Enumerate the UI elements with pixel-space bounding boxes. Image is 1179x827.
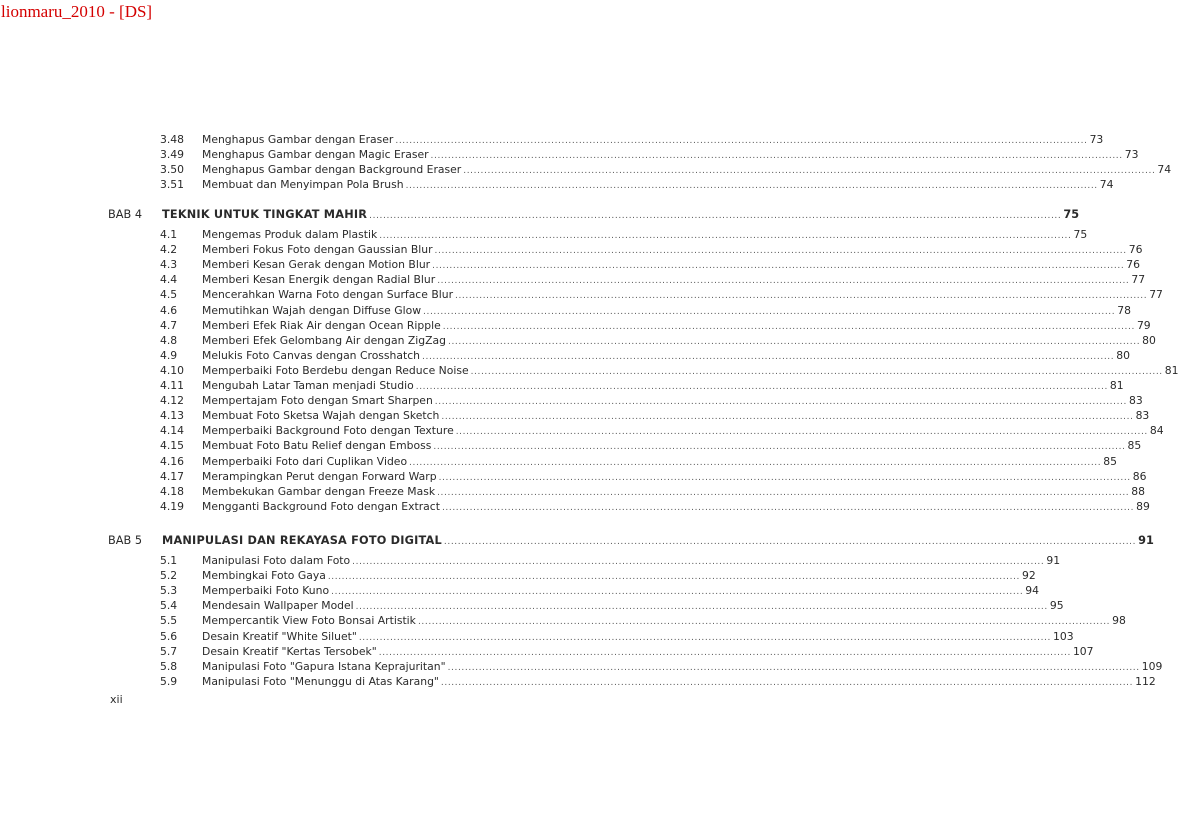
section-number: 3.49 [160, 148, 185, 162]
section-title: Membuat dan Menyimpan Pola Brush [202, 178, 404, 192]
section-title: Mempercantik View Foto Bonsai Artistik [202, 614, 416, 628]
dot-leader: ........................................................................................................................................................................................................ [433, 442, 1126, 453]
page-ref: 98 [1112, 614, 1126, 628]
entry-line [202, 303, 1131, 319]
section-title: Manipulasi Foto "Gapura Istana Keprajuritan" [202, 659, 446, 673]
section-title: Memberi Kesan Gerak dengan Motion Blur [202, 258, 431, 272]
page-ref: 79 [1136, 318, 1151, 332]
section-number: 3.50 [160, 163, 185, 177]
entry-line [202, 133, 1104, 148]
chapter-label: BAB 5 [108, 534, 143, 547]
page-ref: 107 [1072, 644, 1094, 658]
section-title: Memberi Kesan Energik dengan Radial Blur [202, 273, 436, 287]
section-number: 3.51 [160, 178, 185, 192]
entry-line [162, 208, 1080, 223]
watermark-text: lionmaru_2010 - [DS] [1, 2, 153, 21]
dot-leader: ........................................................................................................................................................................................................ [455, 291, 1148, 302]
section-number: 4.11 [160, 379, 185, 392]
page-ref: 88 [1131, 484, 1145, 498]
section-number: 5.3 [160, 584, 178, 598]
dot-leader: ........................................................................................................................................................................................................ [355, 602, 1048, 613]
section-title: Mengubah Latar Taman menjadi Studio [202, 379, 414, 392]
entry-line [202, 273, 1146, 288]
page-ref: 73 [1089, 133, 1104, 146]
entry-line [202, 659, 1163, 675]
page-ref: 94 [1025, 584, 1040, 598]
entry-line [202, 469, 1147, 485]
section-title: Membekukan Gambar dengan Freeze Mask [202, 484, 436, 498]
section-number: 4.15 [160, 439, 185, 453]
section-number: 4.3 [160, 258, 178, 272]
section-number: 4.14 [160, 424, 185, 438]
dot-leader: ........................................................................................................................................................................................................ [434, 397, 1127, 408]
section-title: Mengganti Background Foto dengan Extract [202, 499, 440, 513]
section-title: Memberi Efek Gelombang Air dengan ZigZag [202, 333, 446, 347]
entry-line [202, 409, 1150, 424]
section-title: Memperbaiki Foto Kuno [202, 584, 330, 598]
section-number: 5.1 [160, 554, 178, 567]
entry-line [202, 484, 1145, 500]
page-ref: 86 [1132, 469, 1147, 483]
section-title: Menghapus Gambar dengan Eraser [202, 133, 394, 146]
page-ref: 80 [1116, 348, 1130, 362]
chapter-title: MANIPULASI DAN REKAYASA FOTO DIGITAL [162, 534, 442, 547]
section-title: Membuat Foto Batu Relief dengan Emboss [202, 439, 432, 453]
page-ref: 83 [1135, 409, 1150, 423]
section-number: 4.16 [160, 454, 185, 468]
dot-leader: ........................................................................................................................................................................................................ [442, 321, 1135, 332]
dot-leader: ........................................................................................................................................................................................................ [352, 557, 1045, 567]
entry-line [202, 243, 1143, 258]
page-ref: 73 [1124, 148, 1139, 162]
dot-leader: ........................................................................................................................................................................................................ [423, 306, 1116, 317]
section-number: 5.5 [160, 614, 178, 628]
section-title: Memberi Fokus Foto dengan Gaussian Blur [202, 243, 433, 257]
page-ref: 78 [1117, 303, 1131, 317]
section-title: Desain Kreatif "White Siluet" [202, 629, 357, 643]
dot-leader: ........................................................................................................................................................................................................ [415, 382, 1108, 392]
section-title: Menghapus Gambar dengan Background Eraser [202, 163, 462, 177]
section-title: Manipulasi Foto "Menunggu di Atas Karang" [202, 674, 439, 688]
section-title: Mencerahkan Warna Foto dengan Surface Blur [202, 288, 454, 302]
page-ref: 76 [1128, 243, 1143, 257]
entry-line [202, 644, 1094, 660]
page-ref: 95 [1049, 599, 1064, 613]
dot-leader: ........................................................................................................................................................................................................ [331, 587, 1024, 598]
dot-leader: ........................................................................................................................................................................................................ [443, 537, 1137, 547]
section-number: 3.48 [160, 133, 185, 146]
page-ref: 103 [1052, 629, 1074, 643]
page-ref: 80 [1142, 333, 1156, 347]
section-number: 4.17 [160, 469, 185, 483]
entry-line [202, 288, 1163, 303]
section-title: Membuat Foto Sketsa Wajah dengan Sketch [202, 409, 440, 423]
section-title: Membingkai Foto Gaya [202, 569, 326, 583]
page-ref: 91 [1046, 554, 1061, 567]
dot-leader: ........................................................................................................................................................................................................ [438, 472, 1131, 483]
entry-line [202, 394, 1143, 409]
entry-line [202, 228, 1088, 243]
dot-leader: ........................................................................................................................................................................................................ [437, 276, 1130, 287]
entry-line [202, 599, 1064, 614]
page-ref: 89 [1136, 499, 1150, 513]
section-number: 4.18 [160, 484, 185, 498]
section-number: 5.6 [160, 629, 178, 643]
dot-leader: ........................................................................................................................................................................................................ [432, 261, 1125, 272]
dot-leader: ........................................................................................................................................................................................................ [447, 662, 1140, 673]
dot-leader: ........................................................................................................................................................................................................ [379, 231, 1072, 241]
dot-leader: ........................................................................................................................................................................................................ [327, 572, 1020, 583]
section-title: Memutihkan Wajah dengan Diffuse Glow [202, 303, 422, 317]
entry-line [202, 148, 1139, 163]
page-ref: 109 [1141, 659, 1163, 673]
entry-line [202, 614, 1126, 629]
dot-leader: ........................................................................................................................................................................................................ [437, 487, 1130, 498]
section-number: 4.5 [160, 288, 178, 302]
section-number: 4.1 [160, 228, 178, 241]
page-ref: 76 [1126, 258, 1141, 272]
entry-line [202, 379, 1124, 394]
page-number: xii [110, 693, 123, 706]
page-ref: 91 [1138, 534, 1154, 547]
entry-line [202, 348, 1130, 364]
page-ref: 74 [1157, 163, 1172, 177]
section-title: Memberi Efek Riak Air dengan Ocean Ripple [202, 318, 441, 332]
section-title: Menghapus Gambar dengan Magic Eraser [202, 148, 429, 162]
dot-leader: ........................................................................................................................................................................................................ [378, 647, 1071, 658]
section-number: 4.8 [160, 333, 178, 347]
section-number: 5.2 [160, 569, 178, 583]
page-ref: 92 [1022, 569, 1036, 583]
section-title: Desain Kreatif "Kertas Tersobek" [202, 644, 377, 658]
page-ref: 85 [1103, 454, 1117, 468]
section-title: Mendesain Wallpaper Model [202, 599, 354, 613]
entry-line [202, 584, 1040, 599]
page-ref: 77 [1149, 288, 1163, 302]
section-number: 4.2 [160, 243, 178, 257]
section-number: 4.19 [160, 499, 185, 513]
section-title: Mengemas Produk dalam Plastik [202, 228, 378, 241]
entry-line [202, 318, 1151, 334]
dot-leader: ........................................................................................................................................................................................................ [441, 502, 1135, 513]
entry-line [202, 554, 1061, 569]
entry-line [162, 534, 1154, 549]
page-ref: 74 [1099, 178, 1114, 192]
entry-line [202, 424, 1164, 439]
entry-line [202, 454, 1117, 470]
section-number: 4.10 [160, 363, 185, 377]
section-title: Melukis Foto Canvas dengan Crosshatch [202, 348, 421, 362]
dot-leader: ........................................................................................................................................................................................................ [430, 151, 1123, 162]
page-ref: 75 [1073, 228, 1088, 241]
section-number: 4.6 [160, 303, 178, 317]
dot-leader: ........................................................................................................................................................................................................ [470, 366, 1163, 377]
page-ref: 85 [1127, 439, 1142, 453]
dot-leader: ........................................................................................................................................................................................................ [422, 351, 1115, 362]
section-number: 5.8 [160, 659, 178, 673]
dot-leader: ........................................................................................................................................................................................................ [440, 677, 1134, 688]
section-number: 4.4 [160, 273, 178, 287]
section-number: 5.7 [160, 644, 178, 658]
section-title: Manipulasi Foto dalam Foto [202, 554, 351, 567]
dot-leader: ........................................................................................................................................................................................................ [369, 211, 1062, 221]
dot-leader: ........................................................................................................................................................................................................ [409, 457, 1102, 468]
entry-line [202, 178, 1114, 193]
dot-leader: ........................................................................................................................................................................................................ [455, 427, 1148, 438]
section-number: 4.13 [160, 409, 185, 423]
page-ref: 75 [1063, 208, 1080, 221]
entry-line [202, 258, 1141, 273]
page-ref: 83 [1128, 394, 1143, 408]
page-ref: 84 [1149, 424, 1164, 438]
dot-leader: ........................................................................................................................................................................................................ [417, 617, 1111, 628]
entry-line [202, 569, 1036, 584]
dot-leader: ........................................................................................................................................................................................................ [395, 136, 1088, 146]
page-ref: 81 [1164, 363, 1179, 377]
dot-leader: ........................................................................................................................................................................................................ [358, 632, 1051, 643]
section-title: Mempertajam Foto dengan Smart Sharpen [202, 394, 433, 408]
entry-line [202, 363, 1179, 379]
chapter-title: TEKNIK UNTUK TINGKAT MAHIR [162, 208, 368, 221]
dot-leader: ........................................................................................................................................................................................................ [463, 166, 1156, 177]
section-number: 5.4 [160, 599, 178, 613]
section-title: Memperbaiki Background Foto dengan Texture [202, 424, 454, 438]
entry-line [202, 499, 1150, 515]
section-number: 5.9 [160, 674, 178, 688]
entry-line [202, 439, 1142, 454]
entry-line [202, 629, 1074, 645]
dot-leader: ........................................................................................................................................................................................................ [447, 336, 1141, 347]
section-title: Merampingkan Perut dengan Forward Warp [202, 469, 437, 483]
page-ref: 77 [1131, 273, 1146, 287]
chapter-label: BAB 4 [108, 208, 143, 221]
section-number: 4.9 [160, 348, 178, 362]
entry-line [202, 163, 1172, 178]
dot-leader: ........................................................................................................................................................................................................ [434, 246, 1127, 257]
section-title: Memperbaiki Foto dari Cuplikan Video [202, 454, 408, 468]
section-number: 4.7 [160, 318, 178, 332]
entry-line [202, 674, 1156, 690]
dot-leader: ........................................................................................................................................................................................................ [405, 181, 1098, 192]
section-title: Memperbaiki Foto Berdebu dengan Reduce Noise [202, 363, 469, 377]
page-ref: 81 [1109, 379, 1124, 392]
page-ref: 112 [1135, 674, 1156, 688]
section-number: 4.12 [160, 394, 185, 408]
dot-leader: ........................................................................................................................................................................................................ [441, 412, 1134, 423]
entry-line [202, 333, 1156, 349]
